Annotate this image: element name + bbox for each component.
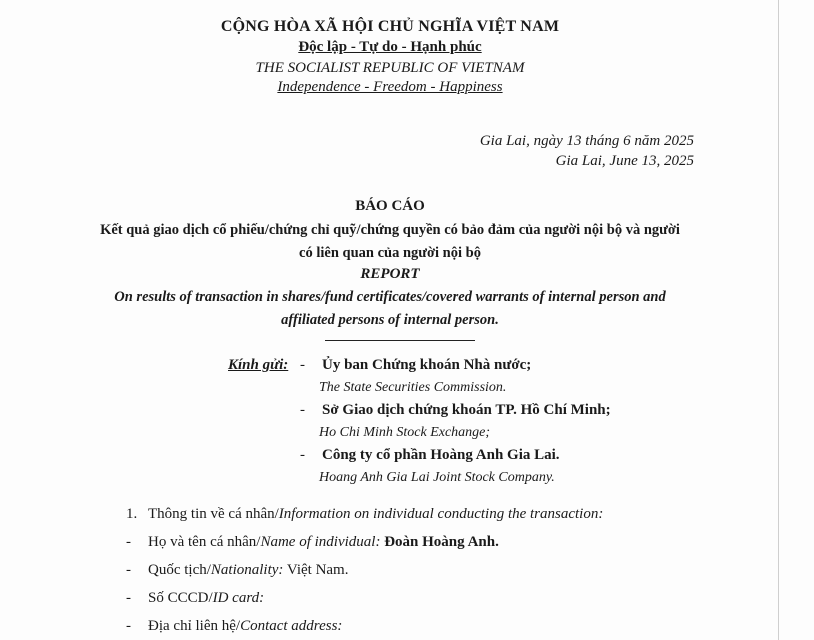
field-label-en: Nationality: (210, 562, 284, 578)
recipient-ssc-en: The State Securities Commission. (319, 380, 507, 395)
section-1-heading (126, 506, 603, 523)
section-marker: 1. (126, 506, 138, 522)
report-title-vn: BÁO CÁO (355, 198, 425, 214)
title-divider (325, 340, 475, 341)
field-value: Việt Nam. (286, 562, 349, 578)
recipient-hose-en: Ho Chi Minh Stock Exchange; (319, 425, 491, 440)
report-subtitle-vn-line2: có liên quan của người nội bộ (299, 245, 481, 261)
field-label-vn: Họ và tên cá nhân/ (148, 534, 261, 550)
recipient-dash: - (300, 402, 305, 418)
field-label-en: Contact address: (240, 618, 343, 634)
field-contact-address (126, 618, 342, 635)
addressee-label: Kính gửi: (228, 357, 289, 373)
report-subtitle-en-line2: affiliated persons of internal person. (281, 312, 499, 328)
field-label-en: Name of individual: (260, 534, 381, 550)
recipient-name-vn: Ủy ban Chứng khoán Nhà nước; (322, 357, 532, 373)
recipient-name-vn: Công ty cổ phần Hoàng Anh Gia Lai. (322, 447, 560, 463)
field-label-vn: Quốc tịch/ (148, 562, 211, 578)
section-1-label-en: Information on individual conducting the transaction: (278, 506, 604, 522)
nation-title-vn: CỘNG HÒA XÃ HỘI CHỦ NGHĨA VIỆT NAM (220, 18, 560, 35)
field-marker: - (126, 534, 131, 550)
field-marker: - (126, 590, 131, 606)
field-nationality (126, 562, 348, 579)
field-marker: - (126, 562, 131, 578)
field-marker: - (126, 618, 131, 634)
report-subtitle-vn-line1: Kết quả giao dịch cổ phiếu/chứng chỉ quỹ/chứng quyền có bảo đảm của người nội bộ và người (100, 222, 680, 238)
date-vn: Gia Lai, ngày 13 tháng 6 năm 2025 (479, 133, 694, 149)
recipient-dash: - (300, 447, 305, 463)
report-title-en: REPORT (360, 266, 420, 282)
recipient-hagl (300, 447, 560, 464)
recipient-dash: - (300, 357, 305, 373)
recipient-name-vn: Sở Giao dịch chứng khoán TP. Hồ Chí Minh; (322, 402, 611, 418)
field-label-en: ID card: (212, 590, 265, 606)
recipient-hose (300, 402, 611, 419)
nation-title-en: THE SOCIALIST REPUBLIC OF VIETNAM (255, 60, 525, 76)
field-label-vn: Số CCCD/ (148, 590, 213, 606)
section-1-label-vn: Thông tin về cá nhân/ (148, 506, 279, 522)
motto-vn: Độc lập - Tự do - Hạnh phúc (298, 39, 482, 55)
report-subtitle-en-line1: On results of transaction in shares/fund certificates/covered warrants of internal person and (114, 289, 666, 305)
motto-en: Independence - Freedom - Happiness (277, 79, 503, 95)
field-id-card (126, 590, 264, 607)
date-en: Gia Lai, June 13, 2025 (555, 153, 694, 169)
field-name (126, 534, 499, 551)
recipient-hagl-en: Hoang Anh Gia Lai Joint Stock Company. (319, 470, 555, 485)
recipient-ssc (300, 357, 531, 374)
field-label-vn: Địa chỉ liên hệ/ (148, 618, 241, 634)
field-value: Đoàn Hoàng Anh. (384, 534, 499, 550)
